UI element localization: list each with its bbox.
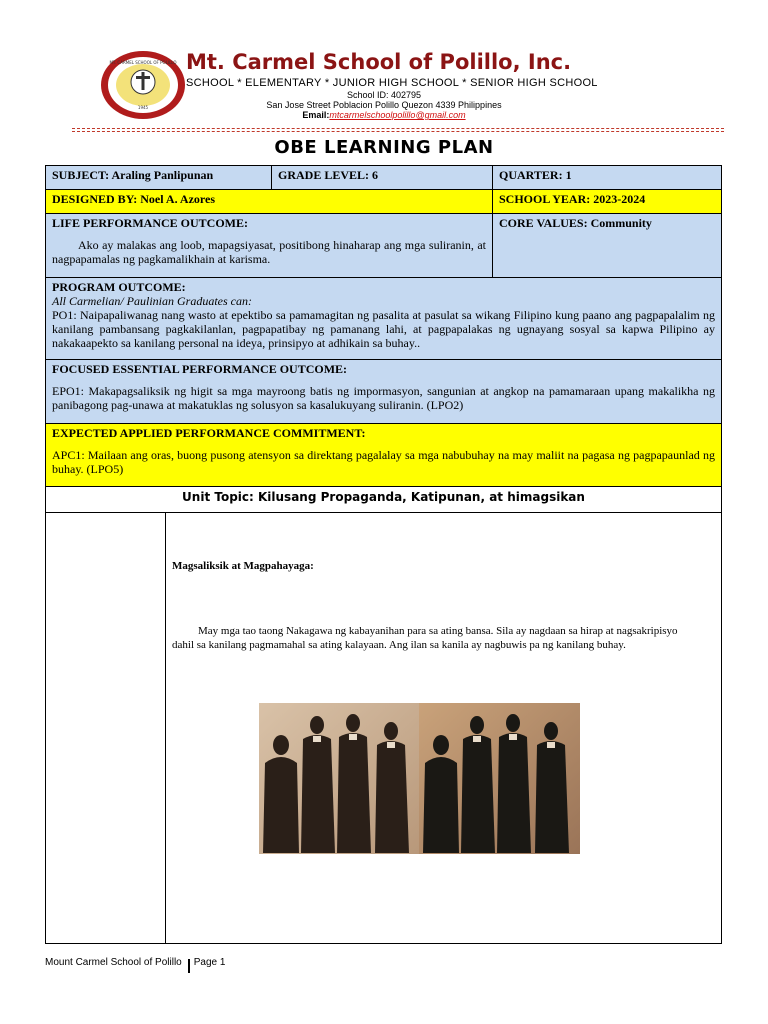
email-label: Email: [302,110,330,120]
subject-cell: SUBJECT: Araling Panlipunan [46,166,272,190]
school-year-cell: SCHOOL YEAR: 2023-2024 [493,190,721,214]
footer-separator [188,959,190,973]
core-values-cell: CORE VALUES: Community [493,214,721,278]
po-heading: PROGRAM OUTCOME: [52,280,186,294]
life-performance-outcome-cell [46,214,493,278]
footer-page-number: Page 1 [193,957,226,968]
grade-level-cell: GRADE LEVEL: 6 [272,166,493,190]
unit-topic-cell: Unit Topic: Kilusang Propaganda, Katipunan, at himagsikan [46,487,721,513]
logo-text-bottom: 1945 [137,105,149,110]
logo-text-top: MT. CARMEL SCHOOL OF POLILLO [109,60,177,65]
quarter-cell: QUARTER: 1 [493,166,721,190]
program-outcome-cell [46,278,721,360]
school-email-line [0,110,768,120]
header-divider-bottom [72,131,724,132]
expected-commitment-cell [46,424,721,487]
content-left-cell [46,513,166,943]
activity-text: May mga tao taong Nakagawa ng kabayanihan para sa ating bansa. Sila ay nagdaan sa hirap at nagsakripisyo dahil sa kanilang pagmamahal sa ating kalayaan. Ang ilan sa kanila ay nagbuwis pa ng kanilang buhay. [172,625,678,651]
lpo-text: Ako ay malakas ang loob, mapagsiyasat, positibong hinaharap ang mga suliranin, at nagpapamalas ng pagkamalikhain at karisma. [52,238,486,266]
header-divider-top [72,128,724,129]
lpo-heading: LIFE PERFORMANCE OUTCOME: [52,216,248,230]
focused-essential-outcome-cell [46,360,721,424]
school-levels: SCHOOL * ELEMENTARY * JUNIOR HIGH SCHOOL * SENIOR HIGH SCHOOL [186,77,598,89]
footer-school: Mount Carmel School of Polillo [45,957,182,968]
school-address: San Jose Street Poblacion Polillo Quezon 4339 Philippines [266,100,502,110]
school-id: School ID: 402795 [346,90,422,100]
designed-by-cell: DESIGNED BY: Noel A. Azores [46,190,493,214]
fepo-text: EPO1: Makapagsaliksik ng higit sa mga mayroong batis ng impormasyon, sangunian at angkop na pamamaraan upang makalikha ng panibagong pag-unawa at makatuklas ng solusyon sa kasalukuyang suliranin. (LPO2) [52,384,715,412]
heroes-photo [259,703,580,854]
eapc-text: APC1: Mailaan ang oras, buong pusong atensyon sa direktang pagalalay sa mga nabubuhay na may maliit na pagasa ng pagpapaunlad ng buhay. (LPO5) [52,448,715,476]
po-subheading: All Carmelian/ Paulinian Graduates can: [52,294,252,308]
fepo-heading: FOCUSED ESSENTIAL PERFORMANCE OUTCOME: [52,362,348,376]
eapc-heading: EXPECTED APPLIED PERFORMANCE COMMITMENT: [52,426,366,440]
email-link[interactable]: mtcarmelschoolpolillo@gmail.com [329,110,466,120]
po-text: PO1: Naipapaliwanag nang wasto at epektibo sa pamamagitan ng pasalita at pasulat sa wikang Filipino kung paano ang pagpapalalim ng kanilang pambansang pagkakilanlan, pagpapatibay ng pamanang lahi, at pagpapalakas ng ugnayang sosyal sa kapwa Pilipino ay nakakaapekto sa kanilang personal na ideya, prinsipyo at adhikain sa buhay.. [52,308,715,350]
page-footer [45,957,225,973]
school-name: Mt. Carmel School of Polillo, Inc. [186,50,572,74]
plan-title: OBE LEARNING PLAN [274,137,494,158]
activity-heading: Magsaliksik at Magpahayaga: [172,560,314,572]
